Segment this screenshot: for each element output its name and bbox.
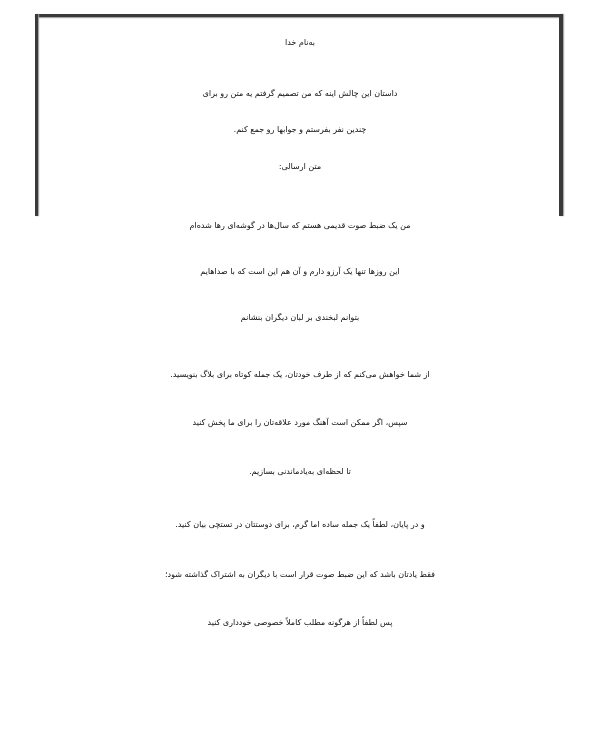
intro-line-1: داستان این چالش اینه که من تصمیم گرفتم یه متن رو برای bbox=[202, 89, 398, 98]
message-line-3: بتوانم لبخندی بر لبان دیگران بنشانم bbox=[240, 313, 360, 322]
message-line-6: تا لحظه‌ای به‌یادماندنی بسازیم. bbox=[249, 467, 351, 476]
bismillah-heading: به‌نام خدا bbox=[284, 38, 316, 47]
message-line-9: پس لطفاً از هرگونه مطلب کاملاً خصوصی خودداری کنید bbox=[207, 618, 393, 627]
message-line-8: فقط یادتان باشد که این ضبط صوت قرار است با دیگران به اشتراک گذاشته شود؛ bbox=[164, 570, 435, 579]
frame-top-border bbox=[35, 14, 563, 17]
message-line-1: من یک ضبط صوت قدیمی هستم که سال‌ها در گوشه‌ای رها شده‌ام bbox=[189, 221, 411, 230]
message-line-7: و در پایان، لطفاً یک جمله ساده اما گرم، برای دوستتان در تستچی بیان کنید. bbox=[175, 520, 425, 529]
message-line-2: این روزها تنها یک آرزو دارم و آن هم این است که با صداهایم bbox=[200, 267, 400, 276]
intro-line-2: چندین نفر بفرستم و جوابها رو جمع کنم. bbox=[233, 125, 367, 134]
message-line-4: از شما خواهش می‌کنم که از طرف خودتان، یک جمله کوتاه برای بلاگ بنویسید. bbox=[170, 370, 430, 379]
message-line-5: سپس، اگر ممکن است آهنگ مورد علاقه‌تان را برای ما پخش کنید bbox=[192, 418, 408, 427]
sent-text-label: متن ارسالی: bbox=[278, 162, 322, 171]
